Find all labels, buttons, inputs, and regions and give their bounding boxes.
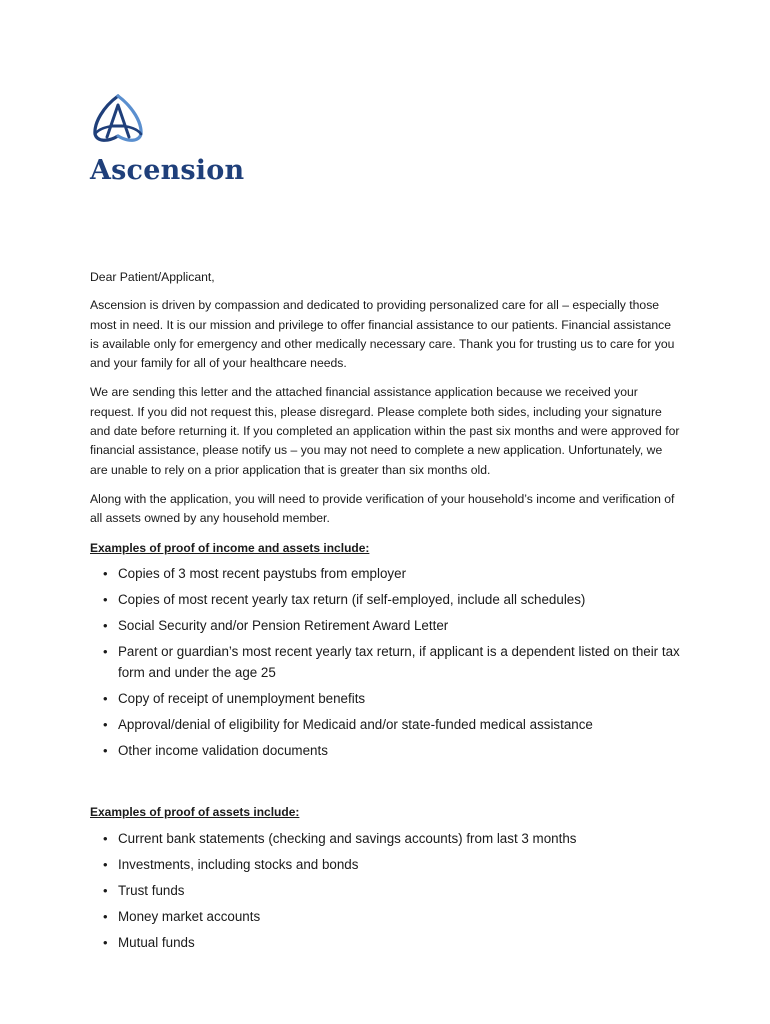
paragraph-intro: Ascension is driven by compassion and dedicated to providing personalized care for all – especially those most in need. It is our mission and privilege to offer financial assistance to our patients. Financial assistance is available only for emergency and other medically necessary care. Thank you for trusting us to care for you and your family for all of your healthcare needs.: [90, 298, 675, 371]
list-item: • Current bank statements (checking and savings accounts) from last 3 months: [104, 829, 682, 850]
greeting: Dear Patient/Applicant,: [90, 270, 215, 284]
list-item: • Money market accounts: [104, 907, 682, 928]
paragraph-request: We are sending this letter and the attached financial assistance application because we received your request. If you did not request this, please disregard. Please complete both sides, including your signature and date before returning it. If you completed an application within the past six months and were approved for financial assistance, please notify us – you may not need to complete a new application. Unfortunately, we are unable to rely on a prior application that is greater than six months old.: [90, 385, 680, 477]
paragraph-verification: Along with the application, you will need to provide verification of your household’s income and verification of all assets owned by any household member.: [90, 491, 675, 526]
assets-list: [90, 829, 682, 954]
ascension-logo-icon: [89, 93, 147, 145]
list-item: • Copy of receipt of unemployment benefits: [104, 689, 682, 710]
list-item: • Mutual funds: [104, 933, 682, 954]
list-item: • Parent or guardian’s most recent yearly tax return, if applicant is a dependent listed on their tax form and under the age 25: [104, 642, 682, 683]
list-item: • Copies of 3 most recent paystubs from employer: [104, 564, 682, 585]
list-item: • Other income validation documents: [104, 741, 682, 762]
list-item: • Copies of most recent yearly tax return (if self-employed, include all schedules): [104, 590, 682, 611]
letter-body: [90, 268, 682, 959]
assets-heading: Examples of proof of assets include:: [90, 805, 300, 820]
ascension-wordmark: Ascension: [90, 155, 245, 186]
list-item: • Social Security and/or Pension Retirement Award Letter: [104, 616, 682, 637]
list-item: • Approval/denial of eligibility for Medicaid and/or state-funded medical assistance: [104, 715, 682, 736]
income-heading: Examples of proof of income and assets include:: [90, 540, 370, 555]
list-item: • Trust funds: [104, 881, 682, 902]
list-item: • Investments, including stocks and bonds: [104, 855, 682, 876]
income-list: [90, 564, 682, 762]
